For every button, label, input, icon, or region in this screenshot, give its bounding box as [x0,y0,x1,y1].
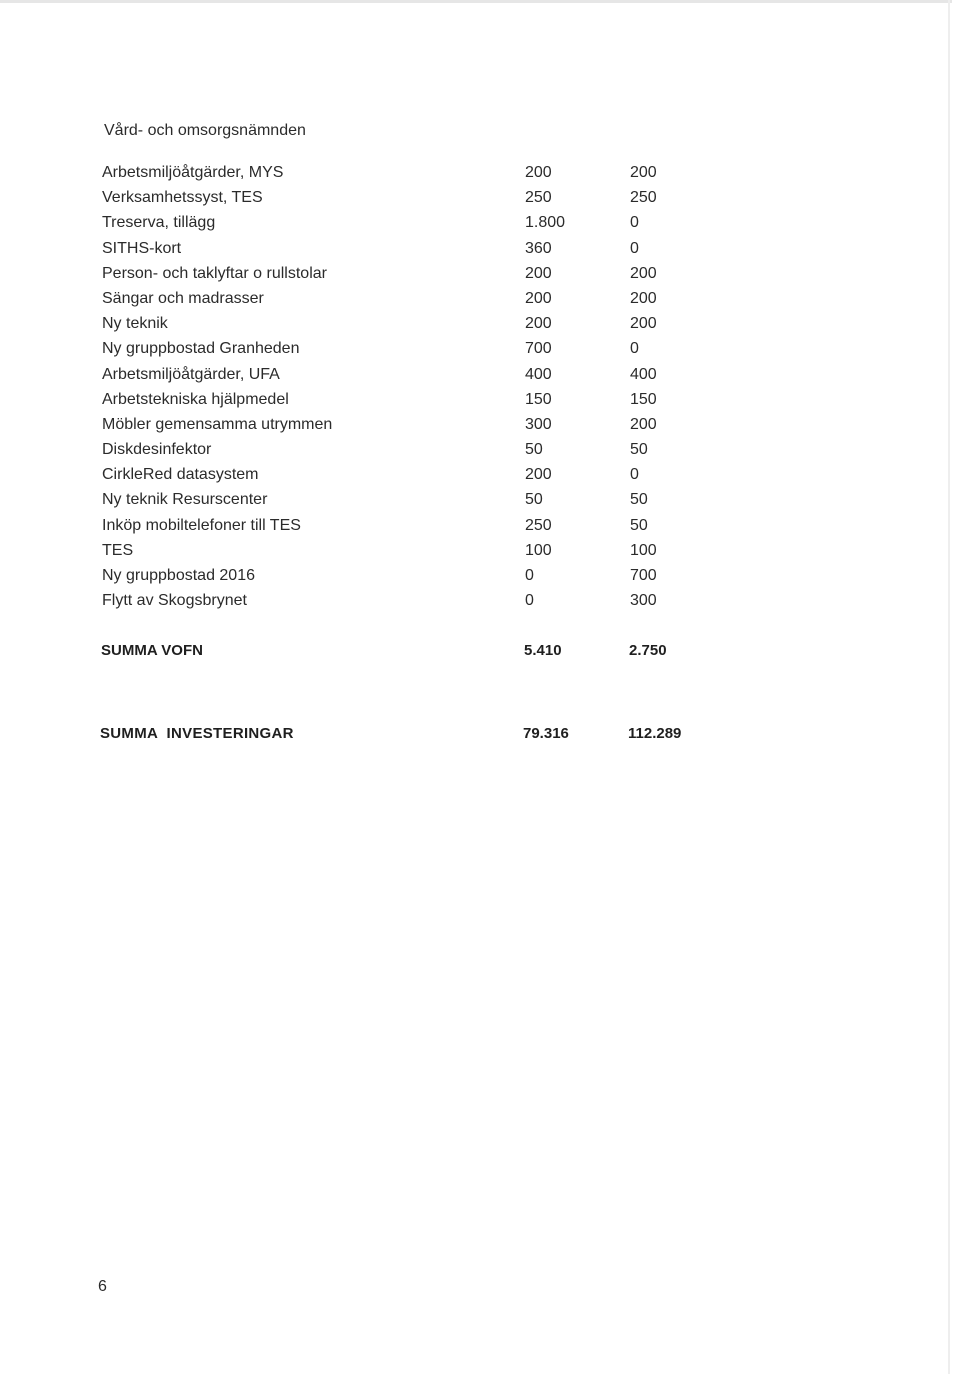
summa-investeringar-label: SUMMA INVESTERINGAR [100,725,294,742]
row-value-2: 200 [630,264,657,282]
row-label: Ny gruppbostad 2016 [102,567,255,584]
row-value-2: 50 [630,491,648,509]
row-value-2: 200 [630,289,657,307]
page-number: 6 [98,1278,107,1295]
row-value-1: 200 [525,315,552,333]
row-label: Ny gruppbostad Granheden [102,340,300,358]
table-row [102,239,742,264]
table-row [102,490,742,515]
row-label: Diskdesinfektor [102,441,212,459]
row-value-1: 250 [525,189,552,207]
table-row [102,264,742,289]
row-label: SITHS-kort [102,239,182,257]
row-label: Treserva, tillägg [102,214,216,232]
row-value-1: 1.800 [525,214,566,232]
row-value-1: 0 [525,592,534,610]
row-value-1: 250 [525,516,552,534]
row-label: Flytt av Skogsbrynet [102,592,247,610]
row-value-1: 200 [525,466,552,484]
table-row [102,365,742,390]
row-value-2: 250 [630,189,657,207]
row-value-2: 50 [630,516,648,534]
row-label: Arbetsmiljöåtgärder, UFA [102,365,280,383]
row-label: TES [102,541,134,559]
row-value-2: 200 [630,415,657,433]
row-label: Ny teknik Resurscenter [102,491,268,509]
row-value-1: 0 [525,567,534,584]
investment-table [102,163,742,616]
table-row [102,213,742,238]
row-label: Person- och taklyftar o rullstolar [102,264,327,282]
table-row [102,440,742,465]
row-label: Arbetstekniska hjälpmedel [102,390,289,408]
table-row [102,566,742,591]
row-value-2: 50 [630,441,648,459]
row-label: Sängar och madrasser [102,289,264,307]
row-value-2: 400 [630,365,657,383]
table-row [102,188,742,213]
table-row [102,390,742,415]
row-value-1: 400 [525,365,552,383]
table-row [102,289,742,314]
row-value-1: 50 [525,491,543,509]
row-value-2: 0 [630,239,639,257]
row-label: Arbetsmiljöåtgärder, MYS [102,164,284,181]
table-row [102,591,742,616]
row-value-1: 300 [525,415,552,433]
row-label: CirkleRed datasystem [102,466,259,484]
row-label: Verksamhetssyst, TES [102,189,263,207]
table-row [102,415,742,440]
table-row [102,516,742,541]
row-value-1: 200 [525,289,552,307]
table-row [102,541,742,566]
row-value-2: 300 [630,592,657,610]
table-row [102,163,742,188]
row-value-2: 100 [630,541,657,559]
row-value-2: 200 [630,315,657,333]
row-label: Möbler gemensamma utrymmen [102,415,333,433]
row-label: Inköp mobiltelefoner till TES [102,516,301,534]
row-value-2: 700 [630,567,657,584]
section-title: Vård- och omsorgsnämnden [104,122,306,139]
table-row [102,314,742,339]
row-value-2: 0 [630,214,639,232]
row-value-2: 0 [630,340,639,358]
row-value-1: 200 [525,264,552,282]
row-value-1: 200 [525,164,552,181]
summa-investeringar-value-1: 79.316 [523,725,569,742]
top-border [0,0,952,3]
right-border [948,0,950,1374]
table-row [102,465,742,490]
table-row [102,339,742,364]
row-value-2: 200 [630,164,657,181]
row-value-1: 700 [525,340,552,358]
summa-vofn-value-1: 5.410 [524,642,562,659]
row-value-1: 150 [525,390,552,408]
row-value-1: 100 [525,541,552,559]
summa-vofn-value-2: 2.750 [629,642,667,659]
row-value-2: 150 [630,390,657,408]
row-value-1: 50 [525,441,543,459]
row-label: Ny teknik [102,315,168,333]
summa-vofn-label: SUMMA VOFN [101,642,203,659]
row-value-1: 360 [525,239,552,257]
summa-investeringar-value-2: 112.289 [628,725,682,742]
row-value-2: 0 [630,466,639,484]
